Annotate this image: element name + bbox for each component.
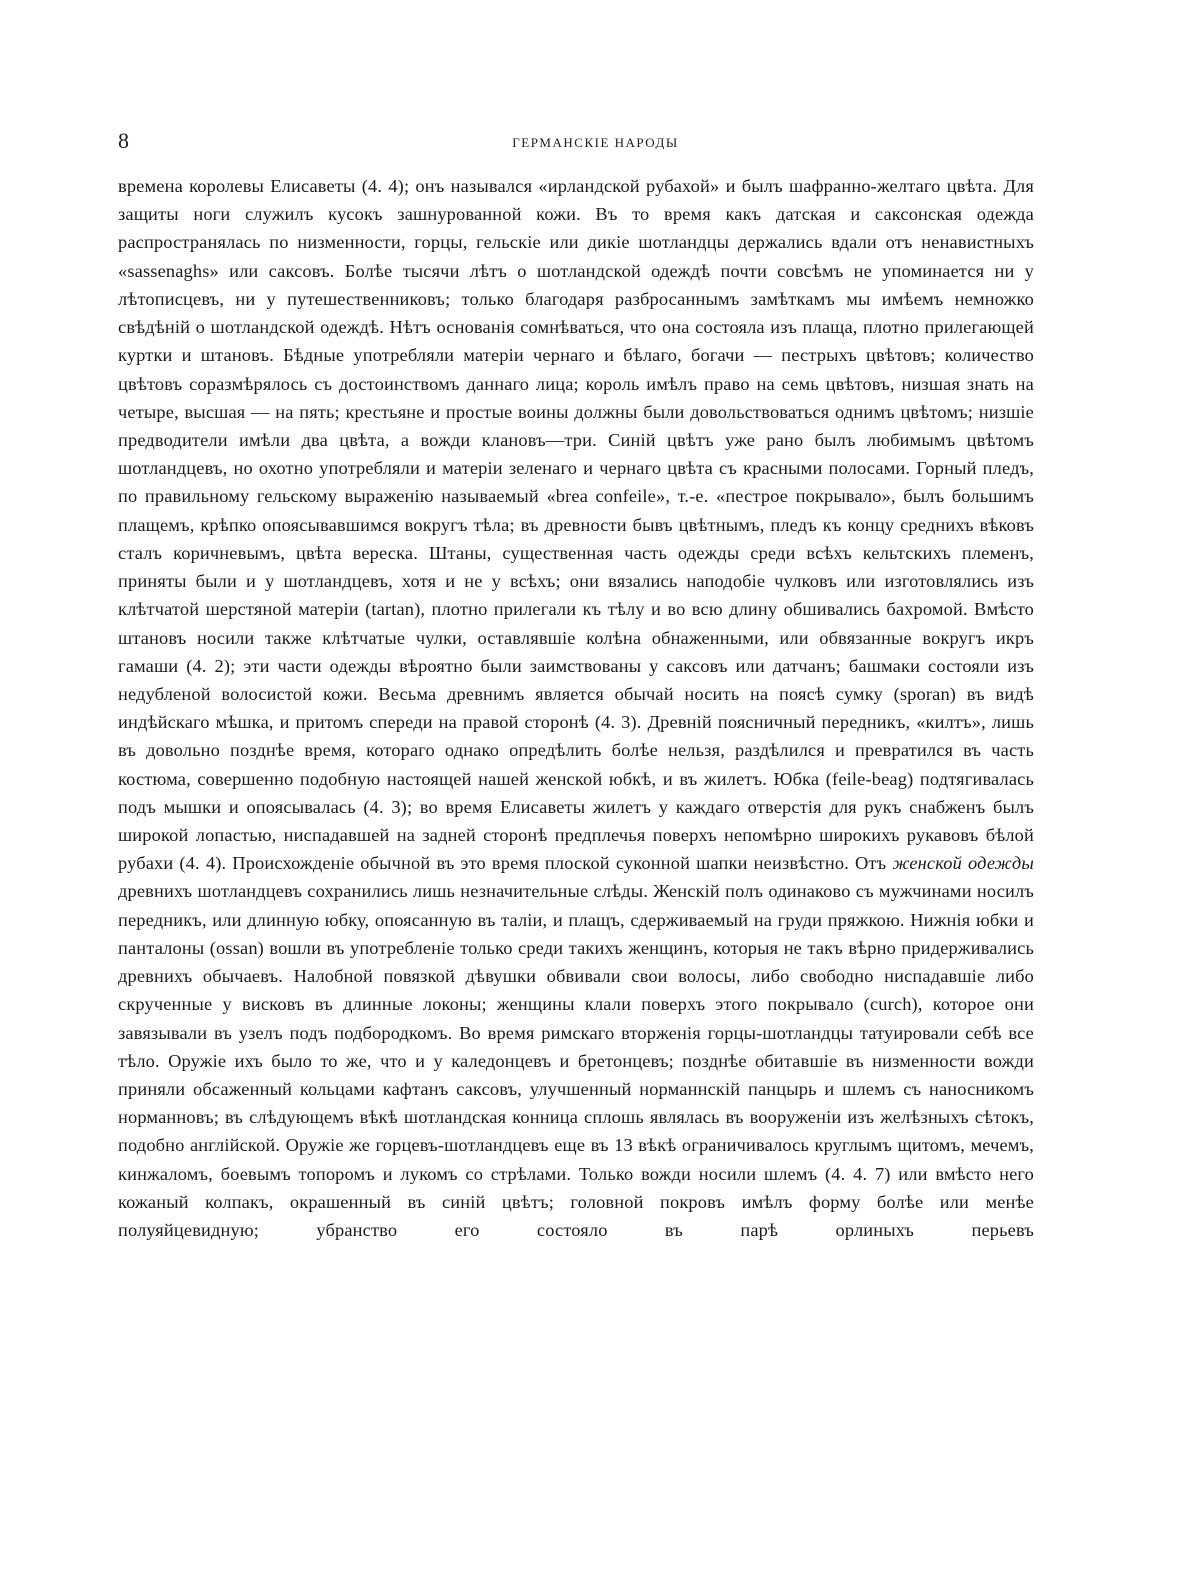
body-text-part-2: древнихъ шотландцевъ сохранились лишь незначительные слѣды. Женскій полъ одинаково съ мужчинами носилъ передникъ, или длинную юбку, опоясанную въ таліи, и плащъ, сдерживаемый на груди пряжкою. Нижнія юбки и панталоны (ossan) вошли въ употребленіе только среди такихъ женщинъ, которыя не такъ вѣрно придерживались древнихъ обычаевъ. Налобной повязкой дѣвушки обвивали свои волосы, либо свободно ниспадавшіе либо скрученные у висковъ въ длинные локоны; женщины клали поверхъ этого покрывало (curch), которое они завязывали въ узелъ подъ подбородкомъ. Во время римскаго вторженія горцы-шотландцы татуировали себѣ все тѣло. Оружіе ихъ было то же, что и у каледонцевъ и бретонцевъ; позднѣе обитавшіе въ низменности вожди приняли обсаженный кольцами кафтанъ саксовъ, улучшенный норманнскій панцырь и шлемъ съ наносникомъ норманновъ; въ слѣдующемъ вѣкѣ шотландская конница сплошь являлась въ вооруженіи изъ желѣзныхъ сѣтокъ, подобно англійской. Оружіе же горцевъ-шотландцевъ еще въ 13 вѣкѣ ограничивалось круглымъ щитомъ, мечемъ, кинжаломъ, боевымъ топоромъ и лукомъ со стрѣлами. Только вожди носили шлемъ (4. 4. 7) или вмѣсто него кожаный колпакъ, окрашенный въ синій цвѣтъ; головной покровъ имѣлъ форму болѣе или менѣе полуяйцевидную; убранство его состояло въ парѣ орлиныхъ перьевъ [118, 881, 1034, 1241]
body-text-part-1: времена королевы Елисаветы (4. 4); онъ назывался «ирландской рубахой» и былъ шафранно-желтаго цвѣта. Для защиты ноги служилъ кусокъ зашнурованной кожи. Въ то время какъ датская и саксонская одежда распространялась по низменности, горцы, гельскіе или дикіе шотландцы держались вдали отъ ненавистныхъ «sassenaghs» или саксовъ. Болѣе тысячи лѣтъ о шотландской одеждѣ почти совсѣмъ не упоминается ни у лѣтописцевъ, ни у путешественниковъ; только благодаря разбросаннымъ замѣткамъ мы имѣемъ немножко свѣдѣній о шотландской одеждѣ. Нѣтъ основанія сомнѣваться, что она состояла изъ плаща, плотно прилегающей куртки и штановъ. Бѣдные употребляли матеріи чернаго и бѣлаго, богачи — пестрыхъ цвѣтовъ; количество цвѣтовъ соразмѣрялось съ достоинствомъ даннаго лица; король имѣлъ право на семь цвѣтовъ, низшая знать на четыре, высшая — на пять; крестьяне и простые воины должны были довольствоваться однимъ цвѣтомъ; низшіе предводители имѣли два цвѣта, а вожди клановъ—три. Синій цвѣтъ уже рано былъ любимымъ цвѣтомъ шотландцевъ, но охотно употребляли и матеріи зеленаго и чернаго цвѣта съ красными полосами. Горный пледъ, по правильному гельскому выраженію называемый «brea confeile», т.-е. «пестрое покрывало», былъ большимъ плащемъ, крѣпко опоясывавшимся вокругъ тѣла; въ древности бывъ цвѣтнымъ, пледъ къ концу среднихъ вѣковъ сталъ коричневымъ, цвѣта вереска. Штаны, существенная часть одежды среди всѣхъ кельтскихъ племенъ, приняты были и у шотландцевъ, хотя и не у всѣхъ; они вязались наподобіе чулковъ или изготовлялись изъ клѣтчатой шерстяной матеріи (tartan), плотно прилегали къ тѣлу и во всю длину обшивались бахромой. Вмѣсто штановъ носили также клѣтчатые чулки, оставлявшіе колѣна обнаженными, или обвязанные вокругъ икръ гамаши (4. 2); эти части одежды вѣроятно были заимствованы у саксовъ или датчанъ; башмаки состояли изъ недубленой волосистой кожи. Весьма древнимъ является обычай носить на поясѣ сумку (sporan) въ видѣ индѣйскаго мѣшка, и притомъ спереди на правой сторонѣ (4. 3). Древній поясничный передникъ, «килтъ», лишь въ довольно позднѣе время, котораго однако опредѣлить болѣе нельзя, раздѣлился и превратился въ часть костюма, совершенно подобную настоящей нашей женской юбкѣ, и въ жилетъ. Юбка (feile-beag) подтягивалась подъ мышки и опоясывалась (4. 3); во время Елисаветы жилетъ у каждаго отверстія для рукъ снабженъ былъ широкой лопастью, ниспадавшей на задней сторонѣ предплечья поверхъ непомѣрно широкихъ рукавовъ бѣлой рубахи (4. 4). Происхожденіе обычной въ это время плоской суконной шапки неизвѣстно. Отъ [118, 176, 1034, 874]
body-paragraph [118, 172, 1034, 1244]
running-head: ГЕРМАНСКІЕ НАРОДЫ [512, 135, 679, 150]
page-number: 8 [118, 128, 129, 153]
body-text-emphasis: женской одежды [892, 853, 1034, 874]
